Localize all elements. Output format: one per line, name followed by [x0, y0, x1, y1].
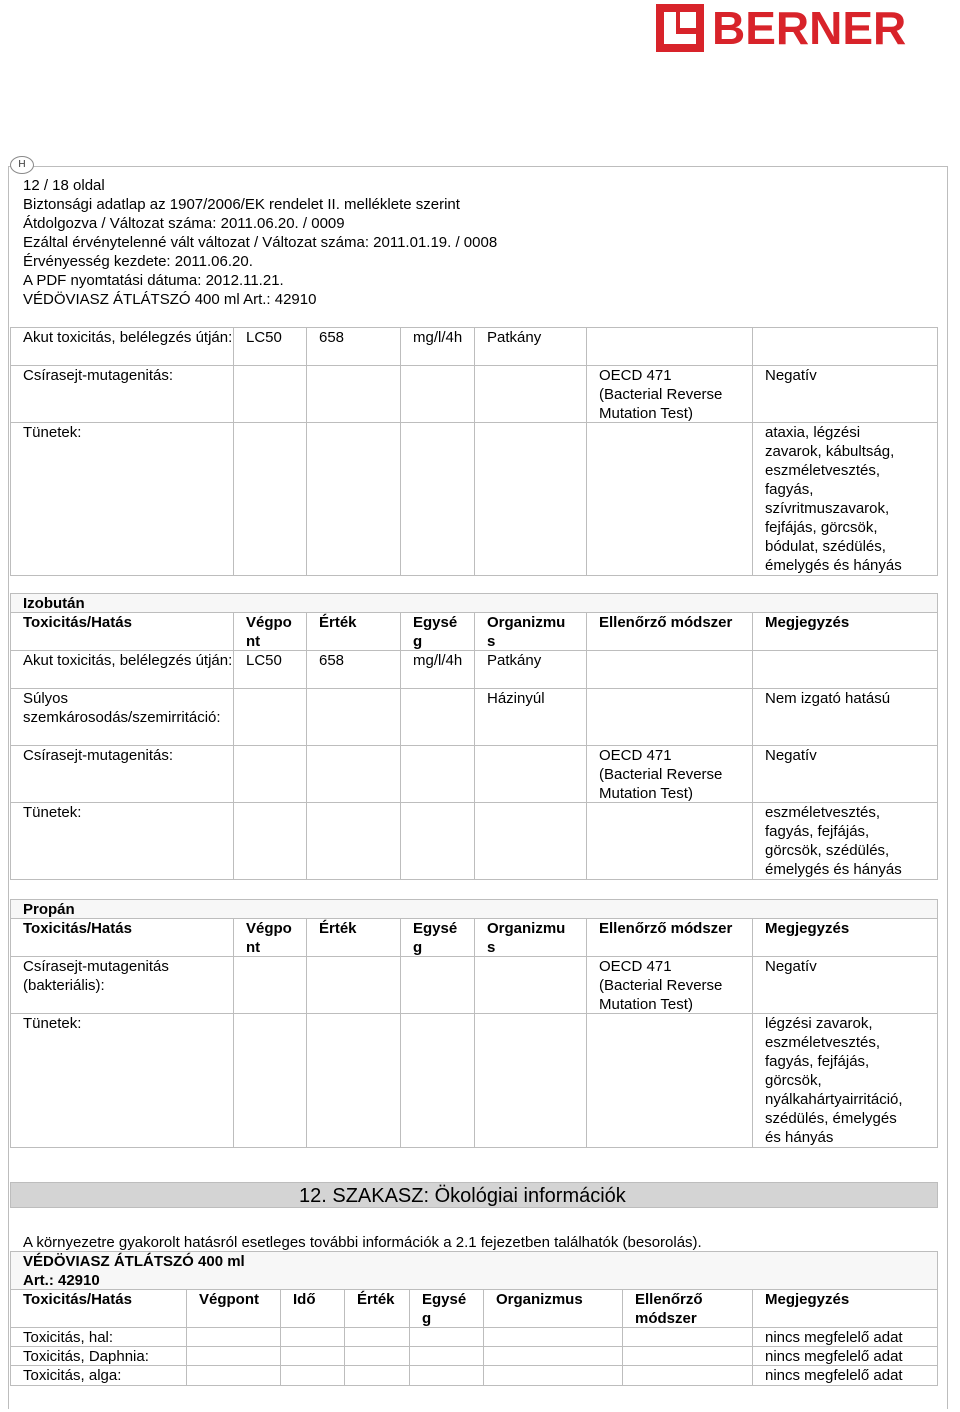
cell-col-2	[233, 366, 306, 423]
cell-col-2-text: Végpo nt	[246, 920, 292, 956]
cell-col-3-text: Érték	[319, 920, 357, 937]
cell-col-2	[233, 689, 306, 746]
cell-col-5	[474, 423, 586, 575]
cell-col-3	[306, 613, 400, 651]
cell-col-5	[474, 651, 586, 689]
eco-cell-col-7	[622, 1366, 752, 1385]
cell-col-4	[400, 957, 474, 1014]
cell-col-1-text: Toxicitás/Hatás	[23, 614, 132, 631]
cell-col-5	[474, 689, 586, 746]
cell-col-7-text: eszméletvesztés, fagyás, fejfájás, görcsök, szédülés, émelygés és hányás	[765, 804, 902, 878]
eco-title-text: VÉDÖVIASZ ÁTLÁTSZÓ 400 ml Art.: 42910	[23, 1253, 245, 1289]
cell-col-1-text: Tünetek:	[23, 804, 82, 821]
cell-col-1-text: Csírasejt-mutagenitás:	[23, 367, 174, 384]
cell-col-3	[306, 423, 400, 575]
cell-col-1-text: Csírasejt-mutagenitás:	[23, 747, 174, 764]
section-12-banner	[10, 1182, 938, 1208]
berner-logo	[656, 4, 956, 52]
cell-col-6	[586, 651, 752, 689]
cell-col-2-text: Végpo nt	[246, 614, 292, 650]
cell-col-7	[752, 613, 938, 651]
eco-cell-col-4	[344, 1347, 409, 1366]
cell-col-6-text: Ellenőrző módszer	[599, 920, 733, 937]
eco-cell-col-5	[409, 1366, 483, 1385]
table-row	[10, 956, 938, 1014]
cell-col-6	[586, 1014, 752, 1147]
cell-col-2	[233, 746, 306, 803]
cell-col-1-text: Akut toxicitás, belélegzés útján:	[23, 652, 233, 669]
cell-col-3	[306, 366, 400, 423]
cell-col-4	[400, 328, 474, 366]
cell-col-4	[400, 746, 474, 803]
cell-col-3-text: 658	[319, 329, 345, 346]
eco-cell-col-3	[280, 1347, 344, 1366]
cell-col-1-text: Toxicitás/Hatás	[23, 920, 132, 937]
eco-cell-col-7	[622, 1328, 752, 1347]
cell-col-3	[306, 1014, 400, 1147]
cell-col-6	[586, 689, 752, 746]
eco-header-col-6-text: Organizmus	[496, 1291, 583, 1308]
cell-col-3	[306, 803, 400, 879]
cell-col-7-text: Negatív	[765, 958, 817, 975]
cell-col-5	[474, 366, 586, 423]
page-number: 12 / 18 oldal	[23, 177, 105, 194]
cell-col-6	[586, 957, 752, 1014]
cell-col-7-text: Negatív	[765, 367, 817, 384]
cell-col-1	[10, 689, 233, 746]
cell-col-4-text: mg/l/4h	[413, 652, 463, 669]
substance-title-text: Izobután	[23, 595, 85, 612]
cell-col-5	[474, 1014, 586, 1147]
cell-col-2-text: LC50	[246, 329, 282, 346]
regulation-line: Biztonsági adatlap az 1907/2006/EK rendelet II. melléklete szerint	[23, 196, 460, 213]
cell-col-2-text: LC50	[246, 652, 282, 669]
cell-col-1-text: Súlyos szemkárosodás/szemirritáció:	[23, 690, 221, 726]
cell-col-4	[400, 919, 474, 957]
substance-title-row	[10, 593, 938, 613]
cell-col-5-text: Házinyúl	[487, 690, 545, 707]
eco-cell-col-6	[483, 1366, 622, 1385]
cell-col-6	[586, 613, 752, 651]
table-row	[10, 745, 938, 803]
cell-col-4	[400, 423, 474, 575]
cell-col-7	[752, 919, 938, 957]
cell-col-7	[752, 689, 938, 746]
table-row	[10, 802, 938, 880]
eco-row	[10, 1346, 938, 1366]
cell-col-1	[10, 423, 233, 575]
eco-header-col-4	[344, 1290, 409, 1328]
cell-col-1	[10, 651, 233, 689]
eco-cell-col-1	[10, 1347, 186, 1366]
eco-cell-col-1-text: Toxicitás, hal:	[23, 1329, 114, 1346]
cell-col-7-text: Negatív	[765, 747, 817, 764]
eco-header-col-6	[483, 1290, 622, 1328]
cell-col-7-text: Megjegyzés	[765, 614, 850, 631]
table-row	[10, 365, 938, 423]
table-row	[10, 650, 938, 689]
cell-col-4	[400, 803, 474, 879]
eco-cell-col-3	[280, 1328, 344, 1347]
cell-col-7-text: légzési zavarok, eszméletvesztés, fagyás, fejfájás, görcsök, nyálkahártyairritáció, szédülés, émelygés és hányás	[765, 1015, 903, 1146]
cell-col-6	[586, 328, 752, 366]
eco-header-col-7	[622, 1290, 752, 1328]
eco-cell-col-1-text: Toxicitás, alga:	[23, 1367, 122, 1384]
cell-col-1	[10, 613, 233, 651]
cell-col-4-text: Egysé g	[413, 920, 458, 956]
validity-line: Érvényesség kezdete: 2011.06.20.	[23, 253, 253, 270]
cell-col-5	[474, 957, 586, 1014]
cell-col-3-text: 658	[319, 652, 345, 669]
cell-col-1-text: Csírasejt-mutagenitás (bakteriális):	[23, 958, 169, 994]
cell-col-1-text: Tünetek:	[23, 424, 82, 441]
eco-cell-col-2	[186, 1366, 280, 1385]
cell-col-7-text: Megjegyzés	[765, 920, 850, 937]
cell-col-2	[233, 919, 306, 957]
cell-col-5	[474, 919, 586, 957]
cell-col-1	[10, 919, 233, 957]
eco-cell-col-4	[344, 1366, 409, 1385]
cell-col-5	[474, 746, 586, 803]
eco-cell-col-8-text: nincs megfelelő adat	[765, 1367, 903, 1384]
print-date-line: A PDF nyomtatási dátuma: 2012.11.21.	[23, 272, 284, 289]
cell-col-5-text: Organizmu s	[487, 920, 566, 956]
cell-col-4	[400, 651, 474, 689]
language-badge: H	[10, 156, 34, 174]
superseded-line: Ezáltal érvénytelenné vált változat / Változat száma: 2011.01.19. / 0008	[23, 234, 498, 251]
substance-title-text: Propán	[23, 901, 75, 918]
eco-row	[10, 1365, 938, 1386]
cell-col-7	[752, 1014, 938, 1147]
eco-row	[10, 1327, 938, 1347]
eco-cell-col-5	[409, 1347, 483, 1366]
eco-cell-col-2	[186, 1347, 280, 1366]
eco-cell-col-6	[483, 1328, 622, 1347]
substance-title-row	[10, 899, 938, 919]
eco-cell-col-8-text: nincs megfelelő adat	[765, 1329, 903, 1346]
cell-col-1-text: Tünetek:	[23, 1015, 82, 1032]
cell-col-7	[752, 423, 938, 575]
cell-col-3	[306, 746, 400, 803]
cell-col-6	[586, 746, 752, 803]
eco-header-col-1	[10, 1290, 186, 1328]
cell-col-3	[306, 919, 400, 957]
cell-col-6	[586, 366, 752, 423]
eco-header-row	[10, 1289, 938, 1328]
cell-col-5	[474, 613, 586, 651]
eco-cell-col-3	[280, 1366, 344, 1385]
eco-cell-col-5	[409, 1328, 483, 1347]
cell-col-5	[474, 803, 586, 879]
cell-col-7-text: Nem izgató hatású	[765, 690, 891, 707]
eco-header-col-7-text: Ellenőrző módszer	[635, 1291, 703, 1327]
cell-col-7	[752, 803, 938, 879]
cell-col-1	[10, 1014, 233, 1147]
berner-logo-wordmark: BERNER	[712, 2, 907, 54]
cell-col-1	[10, 746, 233, 803]
eco-title	[10, 1252, 938, 1290]
eco-title-row	[10, 1251, 938, 1290]
cell-col-4	[400, 1014, 474, 1147]
cell-col-7-text: ataxia, légzési zavarok, kábultság, eszméletvesztés, fagyás, szívritmuszavarok, fejfájás, görcsök, bódulat, szédülés, émelygés és hányás	[765, 424, 902, 574]
cell-col-5-text: Patkány	[487, 652, 542, 669]
table-header-row	[10, 612, 938, 651]
cell-col-6-text: Ellenőrző módszer	[599, 614, 733, 631]
cell-col-2	[233, 328, 306, 366]
table-row	[10, 422, 938, 576]
eco-cell-col-8	[752, 1366, 938, 1385]
eco-header-col-1-text: Toxicitás/Hatás	[23, 1291, 132, 1308]
eco-header-col-2-text: Végpont	[199, 1291, 259, 1308]
eco-header-col-3	[280, 1290, 344, 1328]
eco-cell-col-8-text: nincs megfelelő adat	[765, 1348, 903, 1365]
cell-col-3	[306, 957, 400, 1014]
table-row	[10, 688, 938, 746]
cell-col-6	[586, 919, 752, 957]
environment-note: A környezetre gyakorolt hatásról esetleges további információk a 2.1 fejezetben találhatók (besorolás).	[23, 1234, 702, 1251]
eco-header-col-5-text: Egysé g	[422, 1291, 467, 1327]
document-header	[23, 176, 497, 309]
eco-cell-col-1	[10, 1366, 186, 1385]
cell-col-7	[752, 651, 938, 689]
cell-col-5-text: Organizmu s	[487, 614, 566, 650]
cell-col-3	[306, 328, 400, 366]
cell-col-1-text: Akut toxicitás, belélegzés útján:	[23, 329, 233, 346]
eco-cell-col-6	[483, 1347, 622, 1366]
berner-logo-mark-icon	[656, 4, 704, 52]
cell-col-7	[752, 746, 938, 803]
cell-col-6	[586, 423, 752, 575]
cell-col-5-text: Patkány	[487, 329, 542, 346]
cell-col-2	[233, 651, 306, 689]
cell-col-3	[306, 689, 400, 746]
revision-line: Átdolgozva / Változat száma: 2011.06.20. / 0009	[23, 215, 345, 232]
cell-col-7	[752, 366, 938, 423]
eco-cell-col-8	[752, 1347, 938, 1366]
eco-cell-col-7	[622, 1347, 752, 1366]
eco-cell-col-8	[752, 1328, 938, 1347]
cell-col-6-text: OECD 471 (Bacterial Reverse Mutation Test)	[599, 958, 723, 1013]
eco-header-col-8	[752, 1290, 938, 1328]
cell-col-7	[752, 957, 938, 1014]
eco-cell-col-1-text: Toxicitás, Daphnia:	[23, 1348, 149, 1365]
cell-col-7	[752, 328, 938, 366]
cell-col-1	[10, 366, 233, 423]
cell-col-2	[233, 613, 306, 651]
cell-col-1	[10, 328, 233, 366]
eco-header-col-3-text: Idő	[293, 1291, 316, 1308]
eco-cell-col-2	[186, 1328, 280, 1347]
eco-header-col-2	[186, 1290, 280, 1328]
cell-col-4-text: Egysé g	[413, 614, 458, 650]
cell-col-2	[233, 423, 306, 575]
eco-cell-col-1	[10, 1328, 186, 1347]
eco-header-col-4-text: Érték	[357, 1291, 395, 1308]
substance-title	[10, 594, 938, 613]
eco-cell-col-4	[344, 1328, 409, 1347]
substance-title	[10, 900, 938, 919]
cell-col-2	[233, 957, 306, 1014]
cell-col-6-text: OECD 471 (Bacterial Reverse Mutation Test)	[599, 367, 723, 422]
cell-col-1	[10, 957, 233, 1014]
cell-col-6-text: OECD 471 (Bacterial Reverse Mutation Test)	[599, 747, 723, 802]
cell-col-3-text: Érték	[319, 614, 357, 631]
cell-col-2	[233, 803, 306, 879]
section-12-title: 12. SZAKASZ: Ökológiai információk	[299, 1185, 626, 1207]
cell-col-4	[400, 613, 474, 651]
product-line: VÉDÖVIASZ ÁTLÁTSZÓ 400 ml Art.: 42910	[23, 291, 317, 308]
cell-col-4	[400, 689, 474, 746]
cell-col-4	[400, 366, 474, 423]
table-header-row	[10, 918, 938, 957]
cell-col-2	[233, 1014, 306, 1147]
table-row	[10, 1013, 938, 1148]
table-row	[10, 327, 938, 366]
eco-header-col-5	[409, 1290, 483, 1328]
cell-col-4-text: mg/l/4h	[413, 329, 463, 346]
cell-col-1	[10, 803, 233, 879]
eco-header-col-8-text: Megjegyzés	[765, 1291, 850, 1308]
cell-col-5	[474, 328, 586, 366]
cell-col-6	[586, 803, 752, 879]
cell-col-3	[306, 651, 400, 689]
